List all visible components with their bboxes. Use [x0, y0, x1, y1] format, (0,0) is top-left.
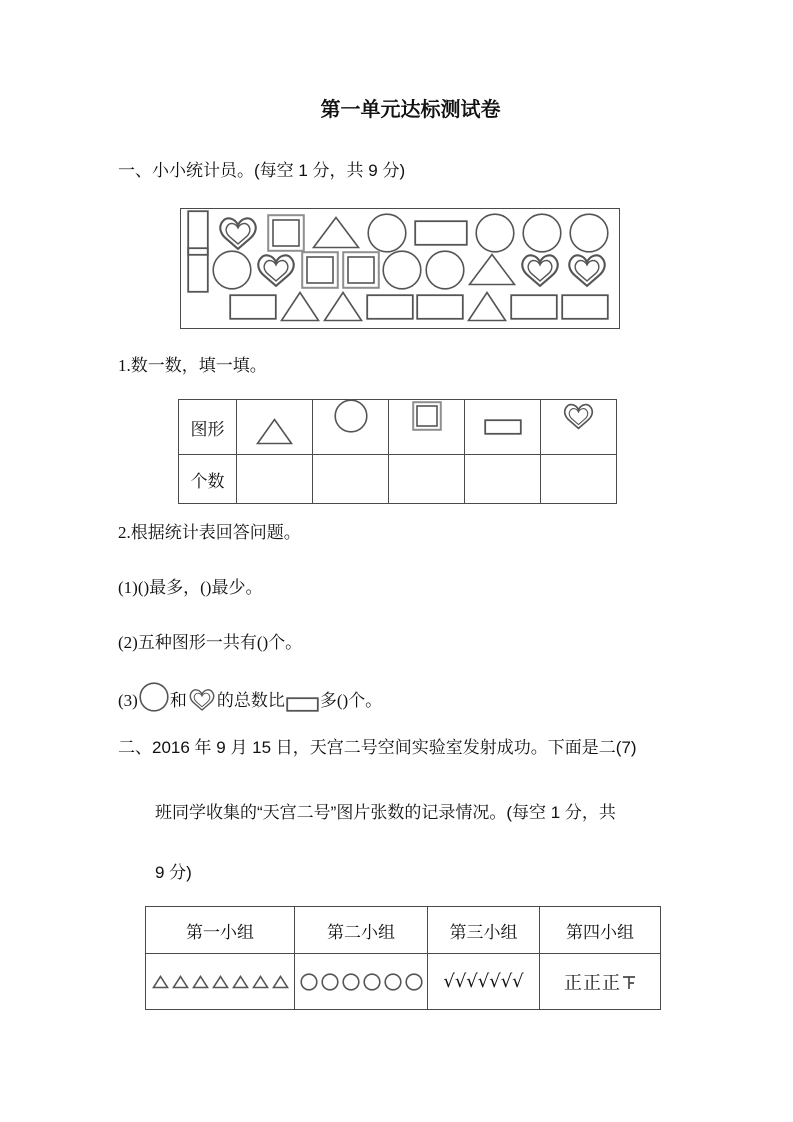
hrect-shape	[510, 294, 558, 320]
triangle-shape	[312, 216, 360, 249]
circle-shape	[405, 973, 423, 991]
heart-shape	[518, 252, 562, 288]
circle-shape	[367, 213, 407, 253]
question2-sub1: (1)()最多，()最少。	[118, 578, 263, 597]
triangle-shape	[272, 975, 289, 989]
triangle-shape	[280, 291, 320, 322]
heart-shape	[565, 252, 609, 288]
heart-shape-inline	[187, 687, 217, 713]
count-table-answer-row	[179, 455, 617, 504]
hrect-shape	[416, 294, 464, 320]
circle-shape	[382, 250, 422, 290]
groups-record-table	[145, 906, 661, 1010]
square-shape	[267, 214, 305, 252]
count-table-header-shapes: 图形	[179, 400, 237, 455]
group1-triangles-cell	[146, 954, 295, 1010]
hrect-shape	[229, 294, 277, 320]
circle-shape	[300, 973, 318, 991]
sub3-prefix: (3)	[118, 691, 138, 710]
sub3-mid2: 的总数比	[216, 691, 285, 710]
count-answer-cell	[313, 455, 389, 504]
group4-tally-cell	[540, 954, 661, 1010]
count-answer-cell	[237, 455, 313, 504]
heart-shape	[562, 402, 595, 430]
hrect-shape	[286, 697, 319, 712]
circle-shape-inline	[138, 682, 170, 713]
circle-shape	[425, 250, 465, 290]
triangle-shape	[172, 975, 189, 989]
triangle-shape	[467, 291, 507, 322]
triangle-shape	[152, 975, 169, 989]
count-answer-cell	[389, 455, 465, 504]
question2-sub2: (2)五种图形一共有()个。	[118, 633, 303, 652]
group3-checkmarks-cell	[428, 954, 540, 1010]
hrect-shape	[414, 220, 468, 246]
shapes-collection-box	[180, 208, 620, 329]
circle-shape	[139, 682, 169, 712]
circle-shape	[522, 213, 562, 253]
count-table-circle-cell	[313, 400, 389, 455]
group1-header: 第一小组	[146, 907, 295, 954]
triangle-shape	[212, 975, 229, 989]
hrect-shape	[366, 294, 414, 320]
circle-shape	[384, 973, 402, 991]
vrect-shape	[187, 247, 209, 293]
square-shape	[412, 401, 442, 431]
count-answer-cell	[465, 455, 541, 504]
count-table	[178, 399, 617, 504]
rect-shape-inline	[285, 697, 320, 713]
hrect-shape	[561, 294, 609, 320]
circle-shape	[363, 973, 381, 991]
checkmark-marks: √√√√√√√	[443, 971, 524, 992]
circle-shape	[334, 399, 368, 433]
triangle-shape	[323, 291, 363, 322]
section2-heading-line2: 班同学收集的“天宫二号”图片张数的记录情况。(每空 1 分，共	[155, 803, 616, 822]
question2-label: 2.根据统计表回答问题。	[118, 523, 301, 542]
count-answer-cell	[541, 455, 617, 504]
circle-shape	[321, 973, 339, 991]
page-title: 第一单元达标测试卷	[320, 99, 501, 121]
sub3-suffix: 多()个。	[319, 691, 383, 710]
count-table-header-counts: 个数	[179, 455, 237, 504]
group2-circles-cell	[295, 954, 428, 1010]
group4-header: 第四小组	[540, 907, 661, 954]
triangle-shape	[468, 253, 516, 286]
question2-sub3	[118, 679, 703, 713]
count-table-rect-cell	[465, 400, 541, 455]
count-table-triangle-cell	[237, 400, 313, 455]
question1-label: 1.数一数，填一填。	[118, 356, 267, 375]
circle-marks	[295, 973, 427, 991]
group2-header: 第二小组	[295, 907, 428, 954]
heart-shape	[216, 215, 260, 251]
partial-tally-icon	[622, 974, 636, 994]
hrect-shape	[484, 419, 522, 435]
tally-marks: 正正正	[564, 972, 621, 993]
triangle-shape	[252, 975, 269, 989]
circle-shape	[212, 250, 252, 290]
sub3-mid1: 和	[169, 691, 187, 710]
square-shape	[342, 251, 380, 289]
count-table-shape-row	[179, 400, 617, 455]
groups-header-row	[146, 907, 661, 954]
triangle-shape	[232, 975, 249, 989]
square-shape	[301, 251, 339, 289]
circle-shape	[475, 213, 515, 253]
shape-row-2	[187, 251, 609, 288]
circle-shape	[342, 973, 360, 991]
triangle-shape	[192, 975, 209, 989]
groups-data-row	[146, 954, 661, 1010]
heart-shape	[188, 687, 216, 712]
section2-heading-line1: 二、2016 年 9 月 15 日，天宫二号空间实验室发射成功。下面是二(7)	[118, 738, 637, 757]
count-table-square-cell	[389, 400, 465, 455]
group3-header: 第三小组	[428, 907, 540, 954]
count-table-heart-cell	[541, 400, 617, 455]
section1-heading: 一、小小统计员。(每空 1 分，共 9 分)	[118, 161, 406, 180]
shape-row-3	[187, 288, 609, 325]
shape-row-1	[187, 214, 609, 251]
section2-heading-line3: 9 分)	[155, 863, 192, 882]
heart-shape	[254, 252, 298, 288]
circle-shape	[569, 213, 609, 253]
triangle-shape	[256, 418, 293, 445]
triangle-marks	[146, 975, 294, 989]
